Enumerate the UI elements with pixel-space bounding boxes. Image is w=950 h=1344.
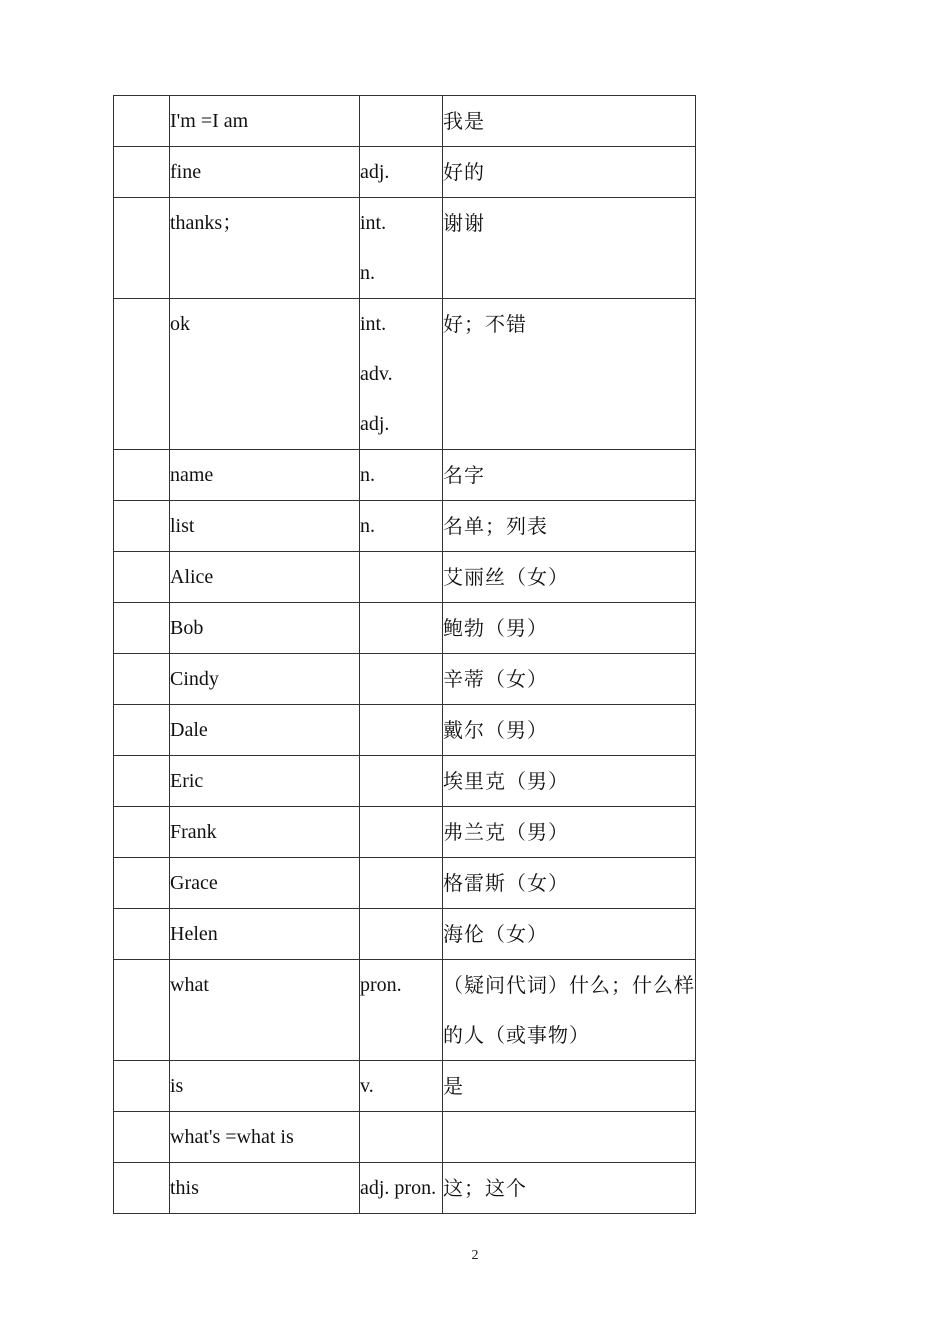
table-row <box>114 501 696 552</box>
word-cell: list <box>170 501 360 552</box>
table-row <box>114 909 696 960</box>
part-of-speech-cell <box>360 450 443 501</box>
table-row <box>114 552 696 603</box>
meaning-cell <box>443 705 696 756</box>
part-of-speech: int. <box>360 212 387 234</box>
meaning-line: 是 <box>443 1074 464 1098</box>
meaning-line: 这；这个 <box>443 1176 527 1200</box>
meaning-line: 好；不错 <box>443 312 527 336</box>
meaning-cell <box>443 756 696 807</box>
meaning-line: （疑问代词）什么；什么样 <box>443 973 695 997</box>
part-of-speech: n. <box>360 515 375 537</box>
part-of-speech-cell <box>360 807 443 858</box>
row-number-cell <box>114 450 170 501</box>
part-of-speech: adj. <box>360 413 390 435</box>
meaning-cell <box>443 1112 696 1163</box>
part-of-speech-cell <box>360 1163 443 1214</box>
table-row <box>114 147 696 198</box>
part-of-speech-cell <box>360 552 443 603</box>
table-row <box>114 603 696 654</box>
row-number-cell <box>114 756 170 807</box>
meaning-cell <box>443 501 696 552</box>
part-of-speech: v. <box>360 1075 374 1097</box>
part-of-speech-cell <box>360 858 443 909</box>
meaning-line: 名单；列表 <box>443 514 548 538</box>
meaning-cell <box>443 1061 696 1112</box>
meaning-cell <box>443 1163 696 1214</box>
meaning-cell <box>443 198 696 299</box>
meaning-line: 鲍勃（男） <box>443 616 548 640</box>
part-of-speech-cell <box>360 147 443 198</box>
table-row <box>114 858 696 909</box>
meaning-cell <box>443 858 696 909</box>
table-row <box>114 198 696 299</box>
word-cell: Frank <box>170 807 360 858</box>
word-cell: this <box>170 1163 360 1214</box>
part-of-speech: n. <box>360 262 375 284</box>
table-row <box>114 705 696 756</box>
row-number-cell <box>114 654 170 705</box>
row-number-cell <box>114 96 170 147</box>
meaning-cell <box>443 147 696 198</box>
table-row <box>114 450 696 501</box>
word-cell: Cindy <box>170 654 360 705</box>
word-cell: is <box>170 1061 360 1112</box>
meaning-cell <box>443 654 696 705</box>
word-cell: I'm =I am <box>170 96 360 147</box>
part-of-speech: n. <box>360 464 375 486</box>
part-of-speech-cell <box>360 603 443 654</box>
meaning-line: 辛蒂（女） <box>443 667 548 691</box>
part-of-speech: adv. <box>360 363 393 385</box>
meaning-cell <box>443 909 696 960</box>
word-cell: fine <box>170 147 360 198</box>
part-of-speech: pron. <box>360 974 402 996</box>
part-of-speech-cell <box>360 501 443 552</box>
meaning-line: 格雷斯（女） <box>443 871 569 895</box>
row-number-cell <box>114 1061 170 1112</box>
meaning-line: 我是 <box>443 109 485 133</box>
row-number-cell <box>114 858 170 909</box>
meaning-cell <box>443 96 696 147</box>
meaning-cell <box>443 450 696 501</box>
row-number-cell <box>114 960 170 1061</box>
table-row <box>114 1061 696 1112</box>
word-cell: thanks； <box>170 198 360 299</box>
word-cell: Eric <box>170 756 360 807</box>
word-cell: Alice <box>170 552 360 603</box>
meaning-line: 海伦（女） <box>443 922 548 946</box>
row-number-cell <box>114 1163 170 1214</box>
meaning-line: 弗兰克（男） <box>443 820 569 844</box>
part-of-speech-cell <box>360 1112 443 1163</box>
row-number-cell <box>114 299 170 450</box>
table-row <box>114 756 696 807</box>
table-row <box>114 1112 696 1163</box>
row-number-cell <box>114 807 170 858</box>
word-cell: what <box>170 960 360 1061</box>
part-of-speech-cell <box>360 299 443 450</box>
word-cell: Helen <box>170 909 360 960</box>
row-number-cell <box>114 909 170 960</box>
part-of-speech: adj. pron. <box>360 1177 437 1199</box>
word-cell: Dale <box>170 705 360 756</box>
part-of-speech-cell <box>360 96 443 147</box>
table-row <box>114 299 696 450</box>
meaning-cell <box>443 960 696 1061</box>
vocabulary-table-body <box>114 96 696 1214</box>
word-cell: Grace <box>170 858 360 909</box>
row-number-cell <box>114 705 170 756</box>
part-of-speech-cell <box>360 705 443 756</box>
part-of-speech-cell <box>360 654 443 705</box>
table-row <box>114 1163 696 1214</box>
table-row <box>114 807 696 858</box>
meaning-cell <box>443 299 696 450</box>
meaning-cell <box>443 603 696 654</box>
part-of-speech: int. <box>360 313 387 335</box>
table-row <box>114 654 696 705</box>
meaning-line: 好的 <box>443 160 485 184</box>
table-row <box>114 96 696 147</box>
meaning-line: 戴尔（男） <box>443 718 548 742</box>
word-cell: name <box>170 450 360 501</box>
row-number-cell <box>114 198 170 299</box>
meaning-line: 艾丽丝（女） <box>443 565 569 589</box>
part-of-speech: adj. <box>360 161 390 183</box>
word-cell: what's =what is <box>170 1112 360 1163</box>
meaning-line: 谢谢 <box>443 211 485 235</box>
part-of-speech-cell <box>360 960 443 1061</box>
meaning-line: 名字 <box>443 463 485 487</box>
row-number-cell <box>114 1112 170 1163</box>
page-number: 2 <box>471 1248 479 1263</box>
vocabulary-table <box>113 95 696 1214</box>
row-number-cell <box>114 603 170 654</box>
meaning-cell <box>443 807 696 858</box>
row-number-cell <box>114 552 170 603</box>
meaning-line: 的人（或事物） <box>443 1023 590 1047</box>
meaning-cell <box>443 552 696 603</box>
meaning-line: 埃里克（男） <box>443 769 569 793</box>
part-of-speech-cell <box>360 909 443 960</box>
part-of-speech-cell <box>360 756 443 807</box>
row-number-cell <box>114 501 170 552</box>
part-of-speech-cell <box>360 1061 443 1112</box>
row-number-cell <box>114 147 170 198</box>
part-of-speech-cell <box>360 198 443 299</box>
word-cell: Bob <box>170 603 360 654</box>
table-row <box>114 960 696 1061</box>
word-cell: ok <box>170 299 360 450</box>
